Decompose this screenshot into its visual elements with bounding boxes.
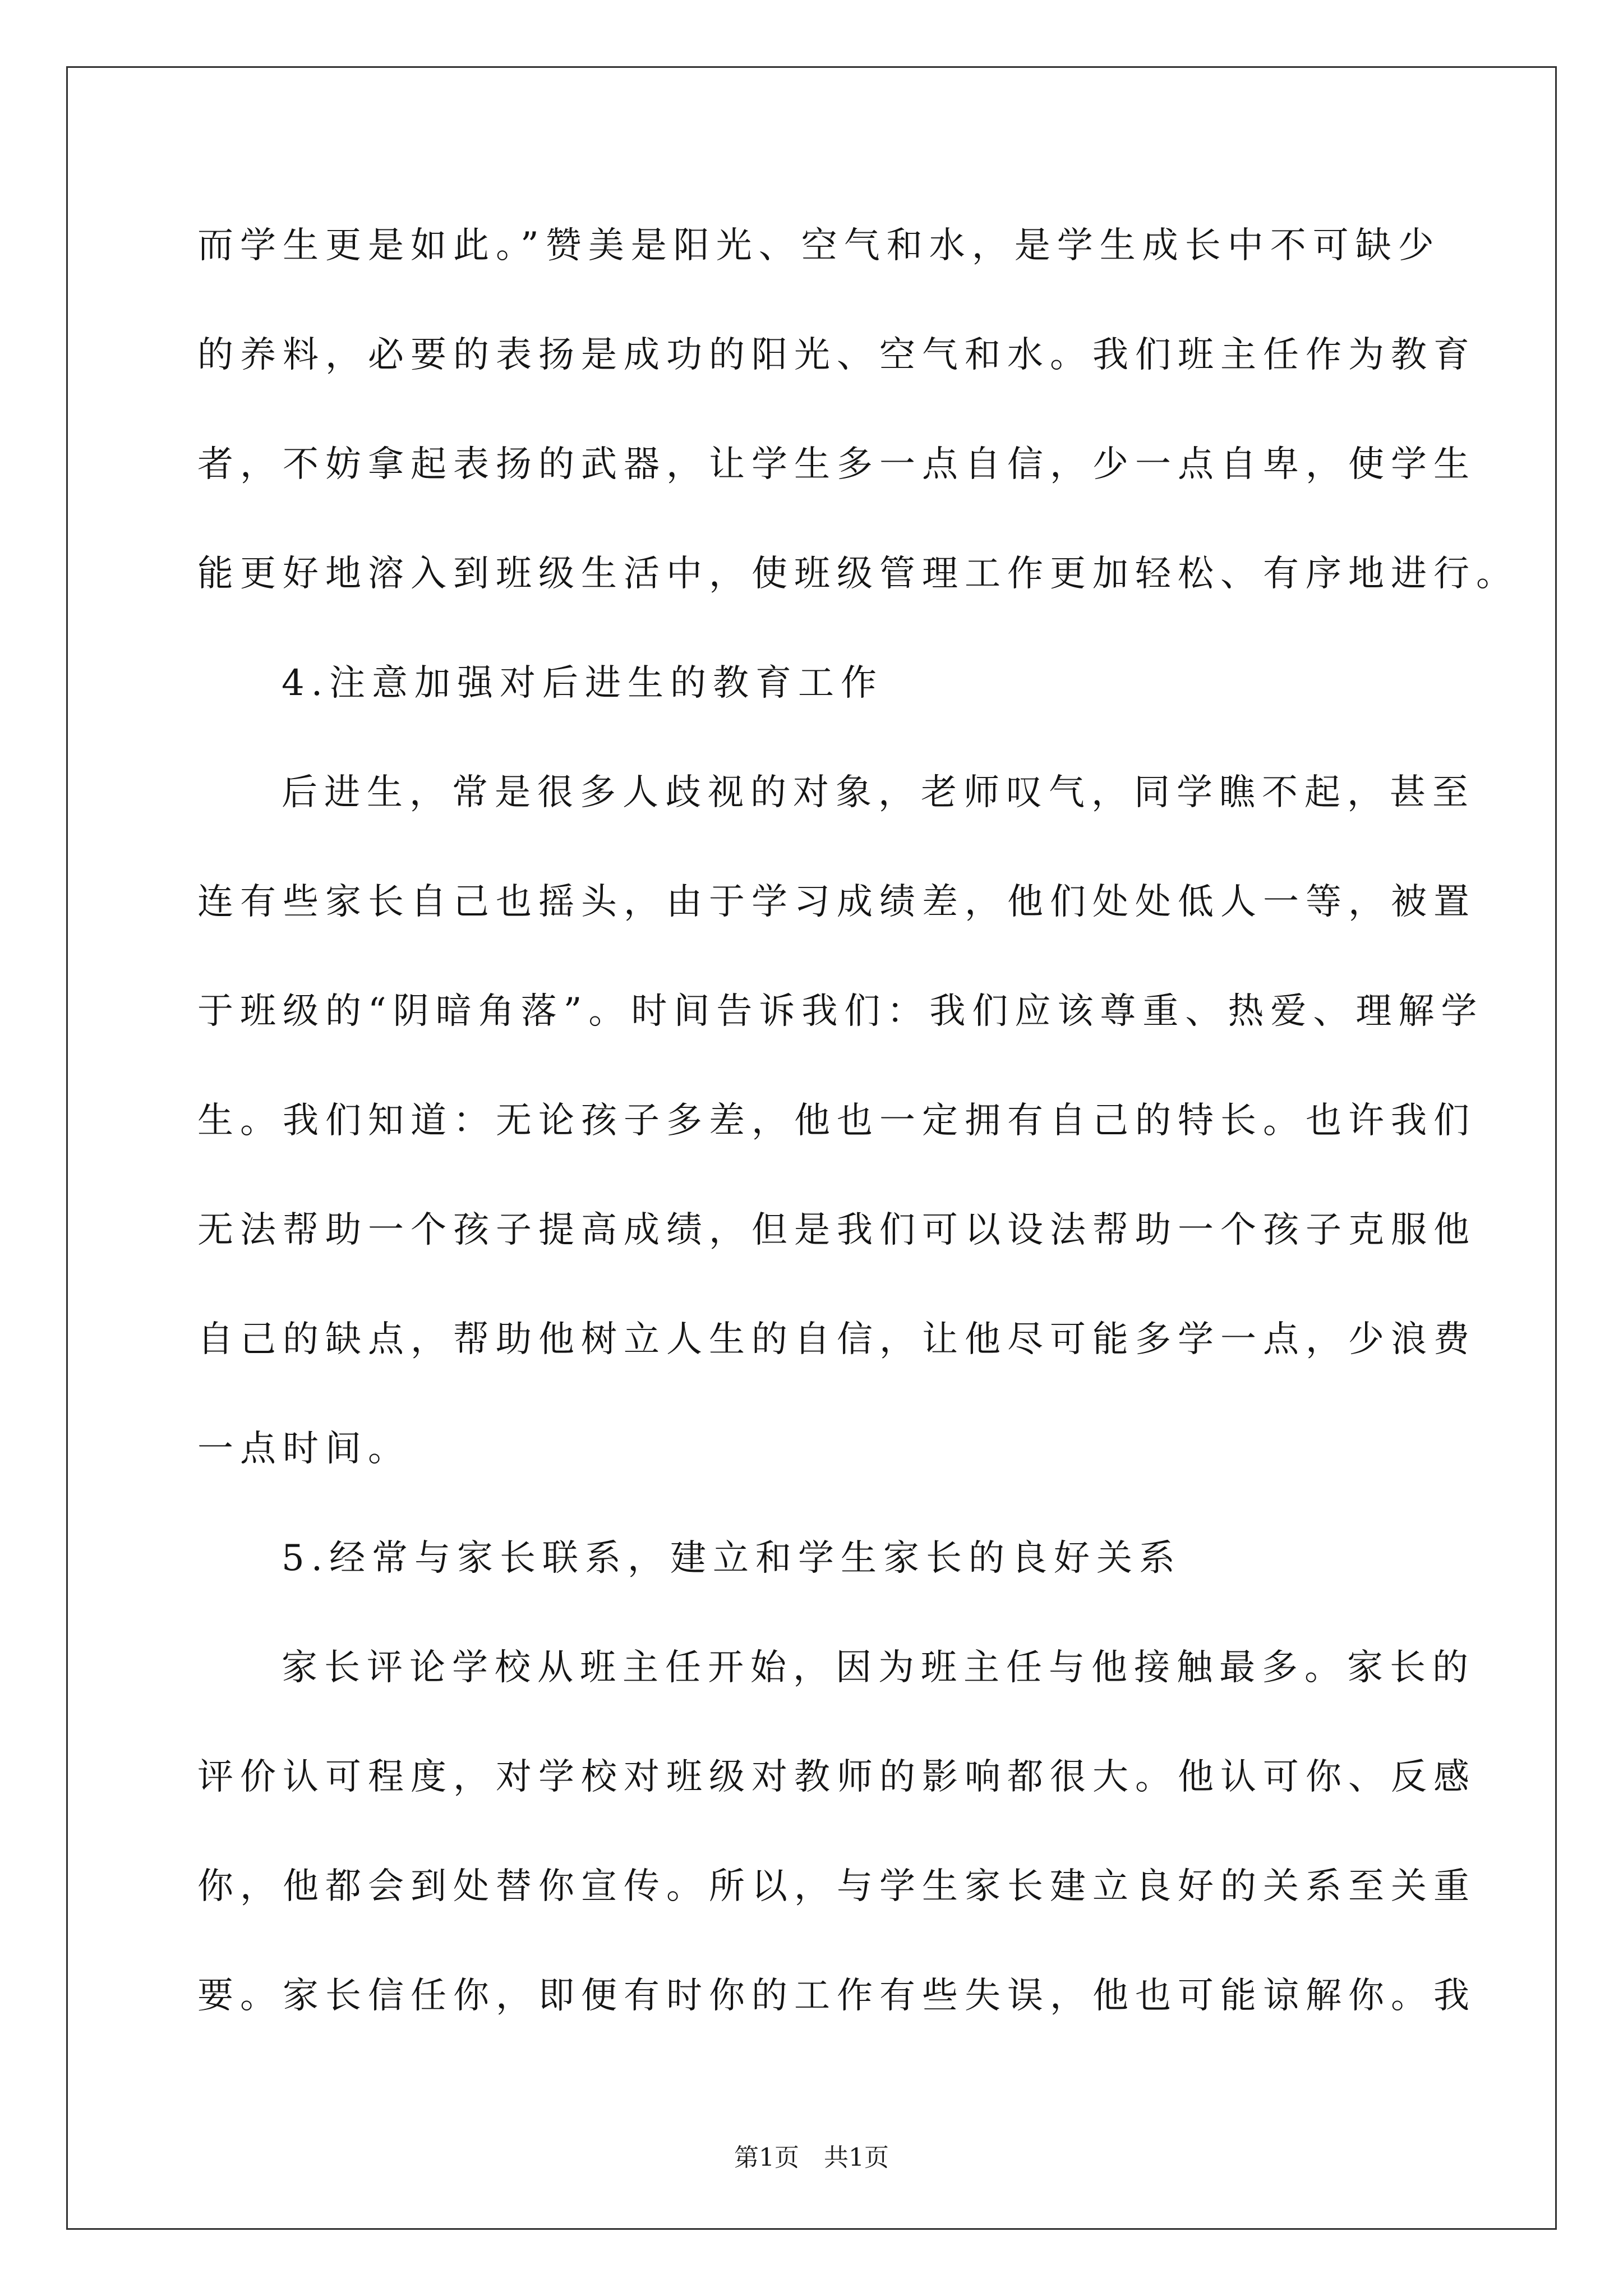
- document-body: [197, 212, 1519, 2072]
- paragraph-line: 连有些家长自己也摇头，由于学习成绩差，他们处处低人一等，被置: [197, 881, 1476, 923]
- paragraph-line: 而学生更是如此。”赞美是阳光、空气和水，是学生成长中不可缺少: [197, 225, 1441, 266]
- section-heading-4: 4.注意加强对后进生的教育工作: [282, 662, 884, 704]
- section-heading-5: 5.经常与家长联系，建立和学生家长的良好关系: [282, 1538, 1182, 1579]
- paragraph-line: 评价认可程度，对学校对班级对教师的影响都很大。他认可你、反感: [197, 1756, 1476, 1798]
- paragraph-line: 一点时间。: [197, 1428, 411, 1470]
- page-number-footer: 第1页 共1页: [734, 2143, 889, 2172]
- paragraph-line: 能更好地溶入到班级生活中，使班级管理工作更加轻松、有序地进行。: [197, 553, 1519, 595]
- paragraph-line: 后进生，常是很多人歧视的对象，老师叹气，同学瞧不起，甚至: [282, 772, 1475, 813]
- paragraph-line: 你，他都会到处替你宣传。所以，与学生家长建立良好的关系至关重: [197, 1866, 1476, 1907]
- paragraph-line: 生。我们知道：无论孩子多差，他也一定拥有自己的特长。也许我们: [197, 1100, 1476, 1142]
- paragraph-line: 于班级的“阴暗角落”。时间告诉我们：我们应该尊重、热爱、理解学: [197, 991, 1484, 1032]
- paragraph-line: 家长评论学校从班主任开始，因为班主任与他接触最多。家长的: [282, 1647, 1475, 1688]
- paragraph-line: 的养料，必要的表扬是成功的阳光、空气和水。我们班主任作为教育: [197, 334, 1476, 376]
- paragraph-line: 自己的缺点，帮助他树立人生的自信，让他尽可能多学一点，少浪费: [197, 1319, 1476, 1360]
- paragraph-line: 无法帮助一个孩子提高成绩，但是我们可以设法帮助一个孩子克服他: [197, 1209, 1476, 1251]
- paragraph-line: 者，不妨拿起表扬的武器，让学生多一点自信，少一点自卑，使学生: [197, 444, 1476, 485]
- paragraph-line: 要。家长信任你，即便有时你的工作有些失误，他也可能谅解你。我: [197, 1975, 1476, 2017]
